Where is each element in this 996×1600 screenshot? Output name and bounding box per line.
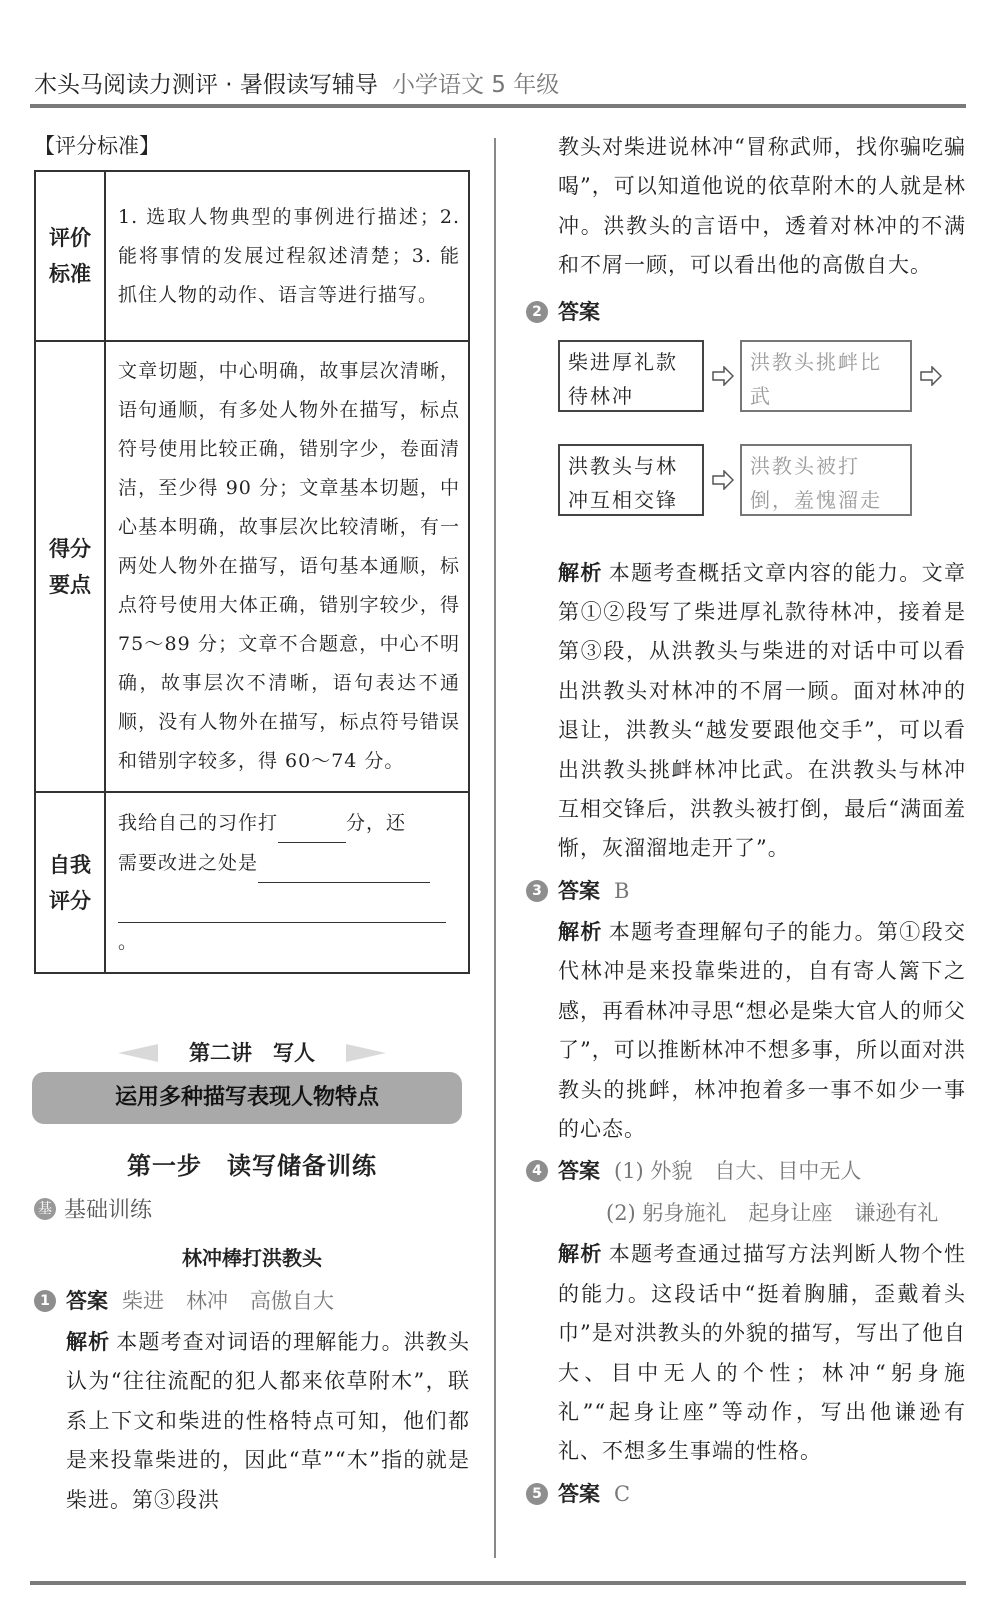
header-rule xyxy=(30,104,966,108)
answer-value: (1) 外貌 xyxy=(614,1159,693,1184)
q2-number-icon: 2 xyxy=(526,301,548,323)
flow-box: 柴进厚礼款待林冲 xyxy=(558,340,704,412)
row-head-self xyxy=(35,792,105,973)
table-row xyxy=(35,792,469,973)
criteria-label: 【评分标准】 xyxy=(34,134,160,158)
answer-value: C xyxy=(614,1481,631,1506)
scoring-table xyxy=(34,170,470,974)
q2-answer xyxy=(526,292,966,332)
answer-value: 高傲自大 xyxy=(250,1289,334,1313)
arrow-right-icon xyxy=(712,470,734,490)
answer-label: 答案 xyxy=(558,1159,600,1184)
explanation-text: 本题考查对词语的理解能力。洪教头认为“往往流配的犯人都来依草附木”，联系上下文和柴进的性格特点可知，他们都是来投靠柴进的，因此“草”“木”指的就是柴进。第③段洪 xyxy=(66,1330,471,1512)
lesson-number: 第二讲 写人 xyxy=(162,1036,342,1070)
explanation-text: 本题考查概括文章内容的能力。文章第①②段写了柴进厚礼款待林冲，接着是第③段，从洪教头与柴进的对话中可以看出洪教头对林冲的不屑一顾。面对林冲的退让，洪教头“越发要跟他交手”，可以看出洪教头挑衅林冲比武。在洪教头与林冲互相交锋后，洪教头被打倒，最后“满面羞惭，灰溜溜地走开了”。 xyxy=(558,560,967,861)
answer-label: 答案 xyxy=(558,299,600,324)
page-header xyxy=(34,66,559,99)
footer-rule xyxy=(30,1581,966,1585)
table-row xyxy=(35,341,469,792)
row-content-standard: 1. 选取人物典型的事例进行描述；2. 能将事情的发展过程叙述清楚；3. 能抓住人物的动作、语言等进行描写。 xyxy=(105,171,469,341)
article-title: 林冲棒打洪教头 xyxy=(182,1246,322,1270)
flow-box: 洪教头与林冲互相交锋 xyxy=(558,444,704,516)
head-text: 得分 要点 xyxy=(49,536,91,597)
q5-answer xyxy=(526,1474,966,1514)
answer-value: 谦逊有礼 xyxy=(854,1201,939,1226)
answer-label: 答案 xyxy=(558,878,600,903)
left-column xyxy=(34,128,470,1520)
explanation-label: 解析 xyxy=(558,1242,603,1267)
book-title: 木头马阅读力测评 · 暑假读写辅导 xyxy=(34,72,378,98)
answer-value: (2) 躬身施礼 xyxy=(606,1201,727,1226)
explanation-text: 本题考查理解句子的能力。第①段交代林冲是来投靠柴进的，自有寄人篱下之感，再看林冲寻思“想必是柴大官人的师父了”，可以推断林冲不想多事，所以面对洪教头的挑衅，林冲抱着多一事不如少一事的心态。 xyxy=(558,919,967,1141)
basic-training-heading xyxy=(34,1193,470,1224)
row-head-standard xyxy=(35,171,105,341)
basic-training-icon: 基 xyxy=(34,1198,56,1220)
answer-label: 答案 xyxy=(66,1289,108,1313)
arrow-right-icon xyxy=(712,366,734,386)
q3-answer xyxy=(526,871,966,911)
table-row xyxy=(35,171,469,341)
plot-flowchart xyxy=(558,340,966,550)
period: 。 xyxy=(118,931,139,953)
flow-box: 洪教头挑衅比武 xyxy=(740,340,912,412)
row-content-points: 文章切题，中心明确，故事层次清晰，语句通顺，有多处人物外在描写，标点符号使用比较正确，错别字少，卷面清洁，至少得 90 分；文章基本切题，中心基本明确，故事层次比较清晰，有一两处人物外在描写，语句基本通顺，标点符号使用大体正确，错别字较少，得 75～89 分；文章不合题意，中心不明确，故事层次不清晰，语句表达不通顺，没有人物外在描写，标点符号错误和错别字较多，得 60～74 分。 xyxy=(105,341,469,792)
explanation-label: 解析 xyxy=(66,1330,111,1354)
improve-text: 需要改进之处是 xyxy=(118,852,259,874)
q4-explanation xyxy=(526,1235,966,1471)
answer-value: B xyxy=(614,878,630,903)
explanation-label: 解析 xyxy=(558,560,603,585)
q4-answer-line2 xyxy=(526,1193,966,1233)
right-column xyxy=(526,128,966,1516)
explanation-text: 本题考查通过描写方法判断人物个性的能力。这段话中“挺着胸脯，歪戴着头巾”是对洪教头的外貌的描写，写出了他自大、目中无人的个性；林冲“躬身施礼”“起身让座”等动作，写出他谦逊有礼、不想多生事端的性格。 xyxy=(558,1242,967,1464)
arrow-right-icon xyxy=(920,366,942,386)
basic-training-label: 基础训练 xyxy=(64,1198,153,1223)
answer-values xyxy=(614,1151,883,1191)
answer-value: 自大、目中无人 xyxy=(714,1159,862,1184)
column-divider xyxy=(494,138,496,1558)
self-score-text: 我给自己的习作打 xyxy=(118,812,279,834)
q1-explanation xyxy=(34,1323,470,1520)
flow-box: 洪教头被打倒，羞愧溜走 xyxy=(740,444,912,516)
improve-blank[interactable] xyxy=(258,843,430,883)
answer-value: 柴进 xyxy=(122,1289,164,1313)
q4-answer xyxy=(526,1151,966,1191)
self-score-text: 分，还 xyxy=(346,812,407,834)
head-text: 自我 评分 xyxy=(49,852,91,913)
lesson-banner xyxy=(32,1036,462,1124)
answer-label: 答案 xyxy=(558,1481,600,1506)
step-title: 第一步 读写储备训练 xyxy=(127,1151,377,1180)
q3-explanation xyxy=(526,913,966,1149)
explanation-label: 解析 xyxy=(558,919,603,944)
answer-value: 起身让座 xyxy=(748,1201,833,1226)
answer-value: 林冲 xyxy=(186,1289,228,1313)
q1-number-icon: 1 xyxy=(34,1290,56,1312)
q1-explanation-continued: 教头对柴进说林冲“冒称武师，找你骗吃骗喝”，可以知道他说的依草附木的人就是林冲。洪教头的言语中，透着对林冲的不满和不屑一顾，可以看出他的高傲自大。 xyxy=(558,135,966,278)
q4-number-icon: 4 xyxy=(526,1160,548,1182)
row-content-self xyxy=(105,792,469,973)
row-head-points xyxy=(35,341,105,792)
score-blank[interactable] xyxy=(278,803,346,843)
q1-answer xyxy=(34,1281,470,1321)
q3-number-icon: 3 xyxy=(526,880,548,902)
head-text: 评价 标准 xyxy=(49,226,91,286)
improve-blank-2[interactable] xyxy=(118,883,446,923)
q2-explanation xyxy=(526,554,966,869)
book-subtitle: 小学语文 5 年级 xyxy=(391,72,560,98)
answer-values xyxy=(606,1193,960,1233)
answer-values xyxy=(122,1281,356,1321)
q5-number-icon: 5 xyxy=(526,1483,548,1505)
lesson-title: 运用多种描写表现人物特点 xyxy=(32,1072,462,1124)
